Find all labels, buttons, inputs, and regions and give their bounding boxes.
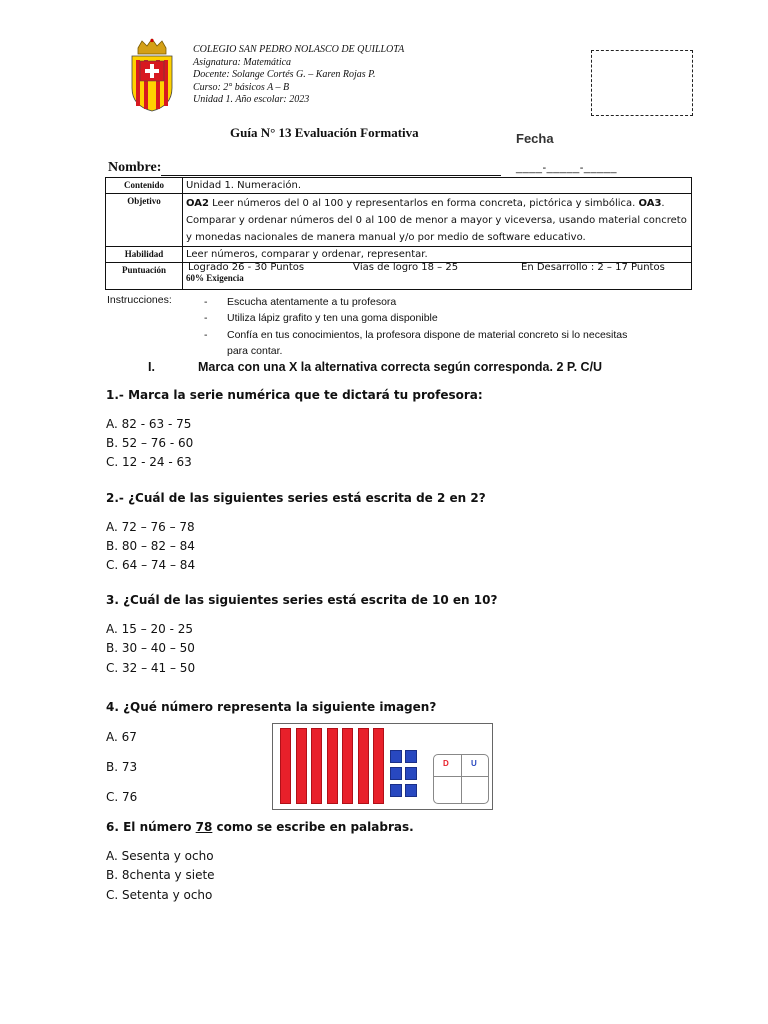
name-field[interactable] <box>161 175 501 176</box>
subject: Asignatura: Matemática <box>193 56 292 68</box>
unit-cube <box>390 784 402 797</box>
school-name: COLEGIO SAN PEDRO NOLASCO DE QUILLOTA <box>193 44 405 55</box>
unit-year: Unidad 1. Año escolar: 2023 <box>193 94 310 105</box>
q4-option-c[interactable]: C. 76 <box>106 790 138 804</box>
place-value-chart <box>433 754 489 804</box>
q3-option-a[interactable]: A. 15 – 20 - 25 <box>106 622 194 636</box>
instruction-item: - Escucha atentamente a tu profesora <box>204 296 397 308</box>
vias-de-logro: Vías de logro 18 – 25 <box>353 262 459 273</box>
question-2: 2.- ¿Cuál de las siguientes series está escrita de 2 en 2? <box>106 491 486 505</box>
unit-cube <box>405 784 417 797</box>
puntuacion-value <box>183 263 692 290</box>
q2-option-b[interactable]: B. 80 – 82 – 84 <box>106 539 195 553</box>
q6-option-a[interactable]: A. Sesenta y ocho <box>106 849 214 863</box>
teacher: Docente: Solange Cortés G. – Karen Rojas P. <box>193 69 376 80</box>
instruction-item: - Confía en tus conocimientos, la profesora dispone de material concreto si lo necesitas para contar. <box>204 328 628 357</box>
question-6-number: 78 <box>195 820 213 834</box>
ten-rod <box>296 728 307 804</box>
q1-option-b[interactable]: B. 52 – 76 - 60 <box>106 436 194 450</box>
objetivo-value <box>183 194 692 247</box>
q1-option-c[interactable]: C. 12 - 24 - 63 <box>106 455 192 469</box>
objetivo-label: Objetivo <box>106 194 183 247</box>
school-info <box>193 44 404 107</box>
q2-option-a[interactable]: A. 72 – 76 – 78 <box>106 520 195 534</box>
question-1: 1.- Marca la serie numérica que te dictará tu profesora: <box>106 388 483 402</box>
unit-cube <box>390 750 402 763</box>
section-number: I. <box>148 360 155 374</box>
ten-rod <box>280 728 291 804</box>
page-title: Guía N° 13 Evaluación Formativa <box>230 125 419 140</box>
base-ten-figure <box>272 723 493 810</box>
objetivo-code-oa3: OA3 <box>638 198 662 209</box>
contenido-label: Contenido <box>106 178 183 194</box>
objetivo-text-2: . Comparar y ordenar números del 0 al 100 de menor a mayor y viceversa, usando material concreto y monedas nacionales de manera manual y/o por medio de software educativo. <box>186 198 687 243</box>
ten-rod <box>342 728 353 804</box>
course: Curso: 2° básicos A – B <box>193 81 290 93</box>
name-label: Nombre: <box>108 160 162 175</box>
logrado: Logrado 26 - 30 Puntos <box>188 262 305 273</box>
unit-cube <box>405 767 417 780</box>
ten-rod <box>327 728 338 804</box>
question-4: 4. ¿Qué número representa la siguiente imagen? <box>106 700 437 714</box>
q2-option-c[interactable]: C. 64 – 74 – 84 <box>106 558 196 572</box>
grade-box <box>591 50 693 116</box>
instructions-label: Instrucciones: <box>107 294 172 306</box>
habilidad-label: Habilidad <box>106 247 183 263</box>
q6-option-b[interactable]: B. 8chenta y siete <box>106 868 215 882</box>
q6-option-c[interactable]: C. Setenta y ocho <box>106 888 213 902</box>
q3-option-b[interactable]: B. 30 – 40 – 50 <box>106 641 195 655</box>
ten-rod <box>373 728 384 804</box>
date-field[interactable]: ____-_____-_____ <box>516 162 617 174</box>
chart-divider <box>434 776 488 777</box>
en-desarrollo: En Desarrollo : 2 – 17 Puntos <box>521 262 665 273</box>
tens-column-label: D <box>443 759 449 768</box>
q3-option-c[interactable]: C. 32 – 41 – 50 <box>106 661 196 675</box>
chart-divider <box>461 755 462 803</box>
q4-option-a[interactable]: A. 67 <box>106 730 137 744</box>
ten-rod <box>311 728 322 804</box>
date-label: Fecha <box>516 131 554 146</box>
instruction-item: - Utiliza lápiz grafito y ten una goma disponible <box>204 312 438 325</box>
units-column-label: U <box>471 759 477 768</box>
objetivo-code-oa2: OA2 <box>186 198 209 209</box>
objetivo-text-1: Leer números del 0 al 100 y representarlos en forma concreta, pictórica y simbólica. <box>208 198 639 209</box>
puntuacion-label: Puntuación <box>106 263 183 290</box>
habilidad-value: Leer números, comparar y ordenar, representar. <box>183 247 692 263</box>
info-table <box>105 177 692 290</box>
question-3: 3. ¿Cuál de las siguientes series está escrita de 10 en 10? <box>106 593 498 607</box>
exigencia: 60% Exigencia <box>186 273 244 283</box>
school-crest <box>128 38 176 112</box>
instructions-list <box>204 294 644 359</box>
ten-rod <box>358 728 369 804</box>
section-title: Marca con una X la alternativa correcta según corresponda. 2 P. C/U <box>198 360 603 374</box>
unit-cube <box>405 750 417 763</box>
unit-cube <box>390 767 402 780</box>
question-6: 6. El número 78 como se escribe en palabras. <box>106 820 414 834</box>
contenido-value: Unidad 1. Numeración. <box>183 178 692 194</box>
q1-option-a[interactable]: A. 82 - 63 - 75 <box>106 417 192 431</box>
q4-option-b[interactable]: B. 73 <box>106 760 138 774</box>
